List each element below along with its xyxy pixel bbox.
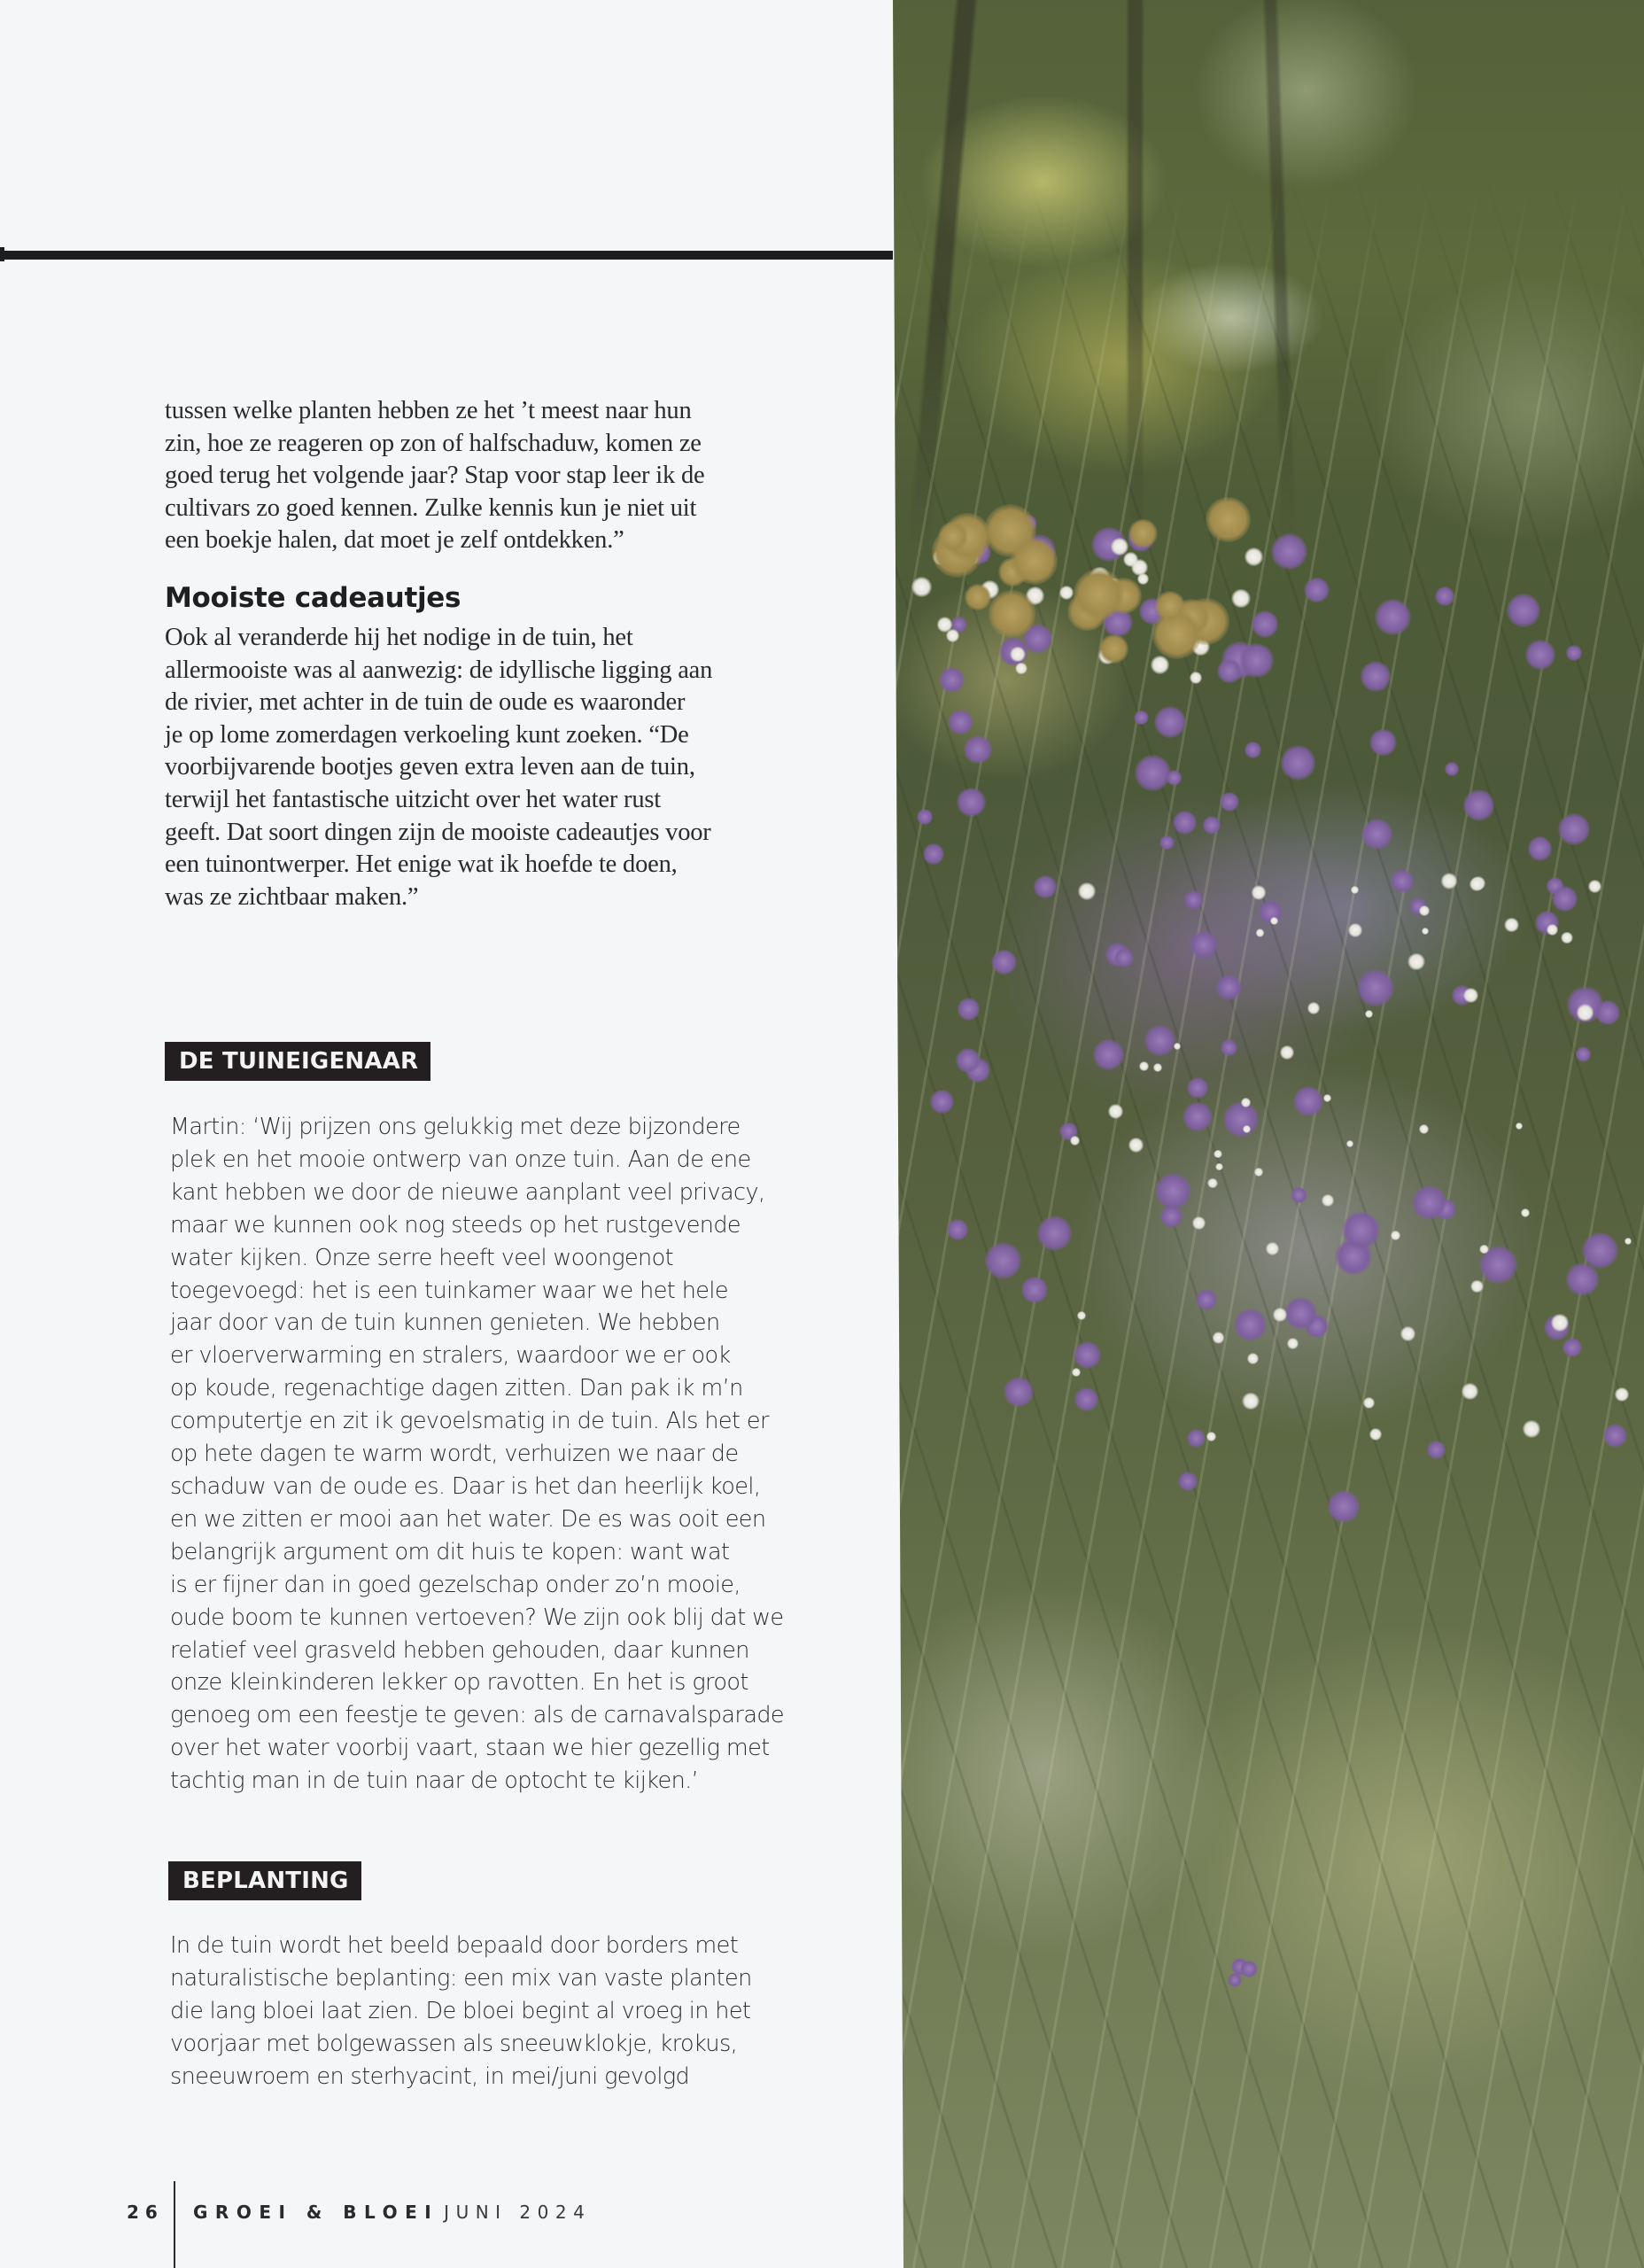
section-label-owner: DE TUINEIGENAAR bbox=[165, 1042, 430, 1081]
verbena-flower bbox=[1361, 661, 1392, 692]
verbena-flower bbox=[1507, 594, 1540, 627]
gaura-flower bbox=[1206, 1432, 1216, 1441]
text-line: op koude, regenachtige dagen zitten. Dan pak ik m’n bbox=[170, 1375, 743, 1402]
verbena-flower bbox=[1576, 1046, 1591, 1061]
gaura-flower bbox=[1470, 1280, 1484, 1293]
text-line: voorjaar met bolgewassen als sneeuwklokje, krokus, bbox=[170, 2030, 738, 2057]
verbena-flower bbox=[991, 950, 1016, 975]
verbena-flower bbox=[1252, 610, 1279, 638]
text-line: is er fijner dan in goed gezelschap onder zo’n mooie, bbox=[170, 1571, 741, 1598]
verbena-flower bbox=[1135, 755, 1171, 791]
text-line: cultivars zo goed kennen. Zulke kennis kun je niet uit bbox=[165, 493, 697, 522]
text-line: belangrijk argument om dit huis te kopen: want wat bbox=[170, 1538, 730, 1565]
magazine-credit bbox=[193, 2202, 591, 2223]
gaura-flower bbox=[1561, 932, 1573, 944]
verbena-flower bbox=[948, 710, 973, 735]
verbena-flower bbox=[1603, 1424, 1627, 1448]
verbena-flower bbox=[1284, 1297, 1317, 1330]
verbena-flower bbox=[1114, 948, 1134, 967]
verbena-flower bbox=[1190, 931, 1218, 959]
section-label-planting: BEPLANTING bbox=[168, 1861, 361, 1900]
text-line: was ze zichtbaar maken.” bbox=[165, 882, 419, 911]
verbena-flower bbox=[1034, 875, 1057, 898]
verbena-flower bbox=[958, 998, 980, 1020]
gaura-flower bbox=[1523, 1420, 1540, 1438]
text-line: kant hebben we door de nieuwe aanplant veel privacy, bbox=[170, 1178, 765, 1206]
verbena-flower bbox=[1563, 1338, 1582, 1357]
text-line: relatief veel grasveld hebben gehouden, daar kunnen bbox=[170, 1636, 749, 1664]
gaura-flower bbox=[1346, 1140, 1353, 1147]
gaura-flower bbox=[1128, 1138, 1144, 1153]
gaura-flower bbox=[1547, 924, 1558, 936]
verbena-flower bbox=[1004, 1377, 1033, 1406]
gaura-flower bbox=[1151, 656, 1169, 674]
gaura-flower bbox=[1078, 882, 1096, 900]
gaura-flower bbox=[1351, 886, 1359, 894]
gaura-flower bbox=[1131, 559, 1148, 576]
garden-border-photo bbox=[893, 0, 1644, 2268]
text-line: tussen welke planten hebben ze het ’t meest naar hun bbox=[165, 397, 692, 424]
gaura-flower bbox=[1407, 953, 1424, 970]
text-line: op hete dagen te warm wordt, verhuizen we naar de bbox=[170, 1441, 739, 1468]
verbena-flower bbox=[1445, 762, 1459, 776]
gaura-flower bbox=[911, 577, 932, 597]
verbena-flower bbox=[1435, 586, 1454, 606]
gaura-flower bbox=[1280, 1045, 1294, 1060]
text-line: schaduw van de oude es. Daar is het dan heerlijk koel, bbox=[170, 1472, 761, 1500]
text-line: de rivier, met achter in de tuin de oude es waaronder bbox=[165, 688, 686, 717]
gaura-flower bbox=[1072, 1368, 1081, 1377]
gaura-flower bbox=[1551, 1314, 1569, 1332]
verbena-flower bbox=[1221, 1039, 1237, 1056]
page-footer bbox=[0, 2181, 886, 2268]
text-line: over het water voorbij vaart, staan we hier gezellig met bbox=[170, 1735, 770, 1762]
verbena-flower bbox=[1037, 1216, 1073, 1251]
gaura-flower bbox=[1254, 1168, 1263, 1177]
verbena-flower bbox=[1304, 578, 1330, 603]
gaura-flower bbox=[1588, 880, 1601, 893]
verbena-flower bbox=[1159, 835, 1174, 850]
text-line: Martin: ‘Wij prijzen ons gelukkig met deze bijzondere bbox=[170, 1114, 741, 1140]
verbena-flower bbox=[1223, 1101, 1259, 1137]
text-line: allermooiste was al aanwezig: de idyllische ligging aan bbox=[165, 656, 713, 684]
photo-grass-texture bbox=[893, 0, 1644, 2268]
seedhead bbox=[1074, 569, 1124, 619]
gaura-flower bbox=[1153, 1063, 1162, 1072]
magazine-name: GROEI & BLOEI bbox=[193, 2202, 439, 2223]
verbena-flower bbox=[1155, 1173, 1191, 1209]
gaura-flower bbox=[1273, 1308, 1287, 1322]
verbena-flower bbox=[1178, 1472, 1198, 1491]
verbena-flower bbox=[1271, 533, 1307, 570]
text-line: goed terug het volgende jaar? Stap voor stap leer ik de bbox=[165, 462, 705, 490]
verbena-flower bbox=[1427, 1441, 1446, 1459]
gaura-flower bbox=[1419, 905, 1430, 916]
gaura-flower bbox=[1077, 1311, 1086, 1320]
verbena-flower bbox=[1245, 742, 1261, 758]
text-line: terwijl het fantastische uitzicht over het water rust bbox=[165, 785, 661, 813]
verbena-flower bbox=[1357, 969, 1394, 1006]
gaura-flower bbox=[1422, 928, 1429, 935]
gaura-flower bbox=[1322, 1194, 1334, 1207]
text-line: maar we kunnen ook nog steeds op het rustgevende bbox=[170, 1211, 741, 1239]
gaura-flower bbox=[1256, 928, 1264, 936]
verbena-flower bbox=[930, 1090, 954, 1114]
text-line: Ook al veranderde hij het nodige in de tuin, het bbox=[165, 624, 633, 651]
intro-paragraph bbox=[165, 395, 785, 557]
gaura-flower bbox=[1391, 1231, 1400, 1240]
gaura-flower bbox=[1192, 1216, 1206, 1230]
text-line: plek en het mooie ontwerp van onze tuin. Aan de ene bbox=[170, 1146, 751, 1173]
gaura-flower bbox=[937, 617, 952, 632]
text-line: In de tuin wordt het beeld bepaald door borders met bbox=[170, 1932, 739, 1959]
gaura-flower bbox=[1241, 1098, 1251, 1107]
verbena-flower bbox=[1281, 745, 1316, 781]
verbena-flower bbox=[939, 667, 965, 693]
text-line: je op lome zomerdagen verkoeling kunt zoeken. “De bbox=[165, 720, 689, 749]
gaura-flower bbox=[1504, 918, 1518, 932]
gaura-flower bbox=[1470, 877, 1484, 891]
gaura-flower bbox=[1463, 988, 1478, 1003]
verbena-flower bbox=[1187, 1077, 1208, 1099]
owner-paragraph bbox=[170, 1111, 790, 1798]
page-number: 26 bbox=[127, 2202, 164, 2223]
gaura-flower bbox=[1365, 1010, 1373, 1018]
gaura-flower bbox=[1441, 873, 1457, 889]
verbena-flower bbox=[985, 1242, 1021, 1278]
issue-date: JUNI 2024 bbox=[444, 2202, 592, 2223]
seedhead bbox=[1011, 538, 1058, 585]
verbena-flower bbox=[1369, 729, 1396, 756]
header-rule bbox=[2, 251, 893, 260]
verbena-flower bbox=[923, 843, 944, 865]
gaura-flower bbox=[1015, 663, 1027, 674]
seedhead bbox=[1099, 634, 1128, 664]
seedhead bbox=[1206, 497, 1251, 542]
verbena-flower bbox=[1412, 1185, 1446, 1220]
gaura-flower bbox=[1307, 1002, 1320, 1014]
section-paragraph bbox=[165, 622, 785, 913]
text-line: jaar door van de tuin kunnen genieten. We hebben bbox=[170, 1309, 720, 1337]
text-line: water kijken. Onze serre heeft veel woongenot bbox=[170, 1244, 674, 1271]
verbena-flower bbox=[1240, 1961, 1258, 1978]
text-line: geeft. Dat soort dingen zijn de mooiste cadeautjes voor bbox=[165, 818, 711, 846]
seedhead bbox=[938, 522, 968, 552]
text-line: die lang bloei laat zien. De bloei begint al vroeg in het bbox=[170, 1997, 751, 2024]
verbena-flower bbox=[1074, 1341, 1101, 1369]
text-line: sneeuwroem en sterhyacint, in mei/juni gevolgd bbox=[170, 2062, 690, 2090]
verbena-flower bbox=[1154, 706, 1186, 738]
gaura-flower bbox=[1245, 548, 1263, 566]
text-line: oude boom te kunnen vertoeven? We zijn ook blij dat we bbox=[170, 1604, 784, 1631]
text-line: zin, hoe ze reageren op zon of halfschaduw, komen ze bbox=[165, 429, 702, 457]
planting-paragraph bbox=[170, 1930, 790, 2093]
verbena-flower bbox=[1134, 711, 1149, 726]
verbena-flower bbox=[1342, 1211, 1380, 1249]
verbena-flower bbox=[1525, 640, 1555, 669]
gaura-flower bbox=[1462, 1383, 1478, 1400]
text-line: naturalistische beplanting: een mix van vaste planten bbox=[170, 1964, 752, 1992]
text-line: en we zitten er mooi aan het water. De es was ooit een bbox=[170, 1505, 766, 1533]
gaura-flower bbox=[1419, 1124, 1429, 1134]
seedhead bbox=[1155, 591, 1185, 621]
verbena-flower bbox=[1173, 811, 1197, 835]
verbena-flower bbox=[1217, 659, 1242, 684]
text-line: toegevoegd: het is een tuinkamer waar we het hele bbox=[170, 1277, 728, 1304]
text-line: een tuinontwerper. Het enige wat ik hoefde te doen, bbox=[165, 850, 678, 879]
text-line: genoeg om een feestje te geven: als de carnavalsparade bbox=[170, 1702, 785, 1729]
text-line: er vloerverwarming en stralers, waardoor we er ook bbox=[170, 1342, 731, 1370]
text-line: computertje en zit ik gevoelsmatig in de tuin. Als het er bbox=[170, 1408, 769, 1435]
text-line: tachtig man in de tuin naar de optocht te kijken.’ bbox=[170, 1767, 699, 1795]
verbena-flower bbox=[1566, 1262, 1600, 1296]
gaura-flower bbox=[1242, 1393, 1259, 1410]
seedhead bbox=[989, 590, 1036, 638]
gaura-flower bbox=[1400, 1326, 1415, 1341]
verbena-flower bbox=[1463, 789, 1495, 821]
text-line: onze kleinkinderen lekker op ravotten. En het is groot bbox=[170, 1669, 748, 1697]
verbena-flower bbox=[1391, 869, 1415, 893]
gaura-flower bbox=[1270, 917, 1278, 925]
text-line: voorbijvarende bootjes geven extra leven aan de tuin, bbox=[165, 753, 695, 781]
verbena-flower bbox=[1234, 1309, 1267, 1341]
footer-divider bbox=[174, 2181, 175, 2268]
verbena-flower bbox=[956, 1048, 980, 1072]
section-heading: Mooiste cadeautjes bbox=[165, 582, 461, 614]
gaura-flower bbox=[1190, 672, 1202, 684]
verbena-flower bbox=[1184, 890, 1204, 910]
gaura-flower bbox=[1214, 1150, 1221, 1158]
verbena-flower bbox=[1216, 975, 1242, 1000]
text-line: een boekje halen, dat moet je zelf ontdekken.” bbox=[165, 526, 624, 555]
verbena-flower bbox=[1167, 770, 1182, 785]
verbena-flower bbox=[1144, 1025, 1175, 1056]
verbena-flower bbox=[1361, 819, 1392, 850]
gaura-flower bbox=[1615, 1387, 1629, 1402]
